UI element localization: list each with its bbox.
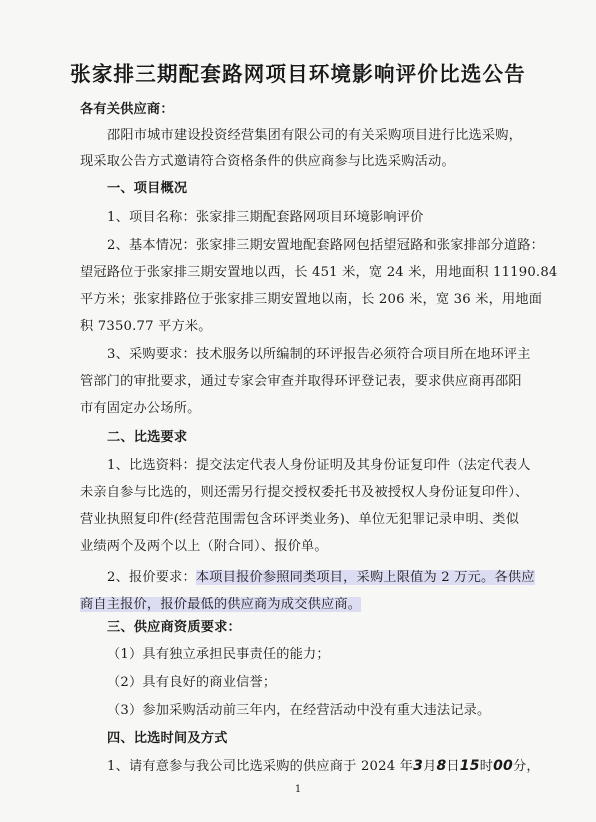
procurement-req-line-1: 3、采购要求：技术服务以所编制的环评报告必须符合项目所在地环评主 bbox=[107, 347, 531, 362]
quote-req-line-1 bbox=[107, 569, 535, 587]
salutation: 各有关供应商： bbox=[80, 102, 174, 117]
basic-info-line-2: 望冠路位于张家排三期安置地以西，长 451 米，宽 24 米，用地面积 11190.84 bbox=[80, 265, 558, 280]
handwritten-hour: 15 bbox=[459, 758, 480, 774]
section-3-heading: 三、供应商资质要求： bbox=[107, 620, 241, 635]
minute-label: 分， bbox=[512, 759, 540, 774]
basic-info-line-4: 积 7350.77 平方米。 bbox=[80, 319, 212, 334]
qualification-item-3: （3）参加采购活动前三年内，在经营活动中没有重大违法记录。 bbox=[107, 703, 491, 718]
month-label: 月 bbox=[423, 759, 437, 774]
materials-line-1: 1、比选资料：提交法定代表人身份证明及其身份证复印件（法定代表人 bbox=[107, 458, 531, 473]
quote-req-highlight-2: 商自主报价，报价最低的供应商为成交供应商。 bbox=[80, 597, 362, 612]
page-number: 1 bbox=[294, 784, 302, 795]
qualification-item-1: （1）具有独立承担民事责任的能力； bbox=[107, 647, 330, 662]
intro-line-1: 邵阳市城市建设投资经营集团有限公司的有关采购项目进行比选采购， bbox=[107, 128, 523, 143]
section-4-heading: 四、比选时间及方式 bbox=[107, 731, 228, 746]
handwritten-minute: 00 bbox=[493, 758, 513, 774]
section-1-heading: 一、项目概况 bbox=[107, 181, 188, 196]
handwritten-day: 8 bbox=[436, 758, 447, 774]
quote-req-label: 2、报价要求： bbox=[107, 570, 196, 585]
intro-line-2: 现采取公告方式邀请符合资格条件的供应商参与比选采购活动。 bbox=[80, 154, 455, 169]
schedule-text: 1、请有意参与我公司比选采购的供应商于 2024 年 bbox=[107, 759, 414, 774]
schedule-line-1 bbox=[107, 757, 540, 776]
hour-label: 时 bbox=[479, 759, 494, 774]
basic-info-line-1: 2、基本情况：张家排三期安置地配套路网包括望冠路和张家排部分道路： bbox=[107, 238, 544, 253]
quote-req-line-2 bbox=[80, 596, 361, 614]
section-2-heading: 二、比选要求 bbox=[107, 430, 188, 445]
procurement-req-line-2: 管部门的审批要求，通过专家会审查并取得环评登记表，要求供应商再邵阳 bbox=[80, 374, 522, 389]
materials-line-3: 营业执照复印件(经营范围需包含环评类业务)、单位无犯罪记录申明、类似 bbox=[80, 512, 520, 527]
qualification-item-2: （2）具有良好的商业信誉； bbox=[107, 675, 277, 690]
day-label: 日 bbox=[446, 759, 460, 774]
basic-info-line-3: 平方米；张家排路位于张家排三期安置地以南，长 206 米，宽 36 米，用地面 bbox=[80, 292, 543, 307]
materials-line-4: 业绩两个及两个以上（附合同）、报价单。 bbox=[80, 539, 328, 554]
materials-line-2: 未亲自参与比选的，则还需另行提交授权委托书及被授权人身份证复印件）、 bbox=[80, 485, 529, 500]
handwritten-month: 3 bbox=[413, 758, 424, 774]
procurement-req-line-3: 市有固定办公场所。 bbox=[80, 401, 201, 416]
project-name: 1、项目名称：张家排三期配套路网项目环境影响评价 bbox=[107, 210, 424, 225]
document-title: 张家排三期配套路网项目环境影响评价比选公告 bbox=[70, 62, 526, 86]
quote-req-highlight-1: 本项目报价参照同类项目，采购上限值为 2 万元。各供应 bbox=[195, 570, 535, 585]
